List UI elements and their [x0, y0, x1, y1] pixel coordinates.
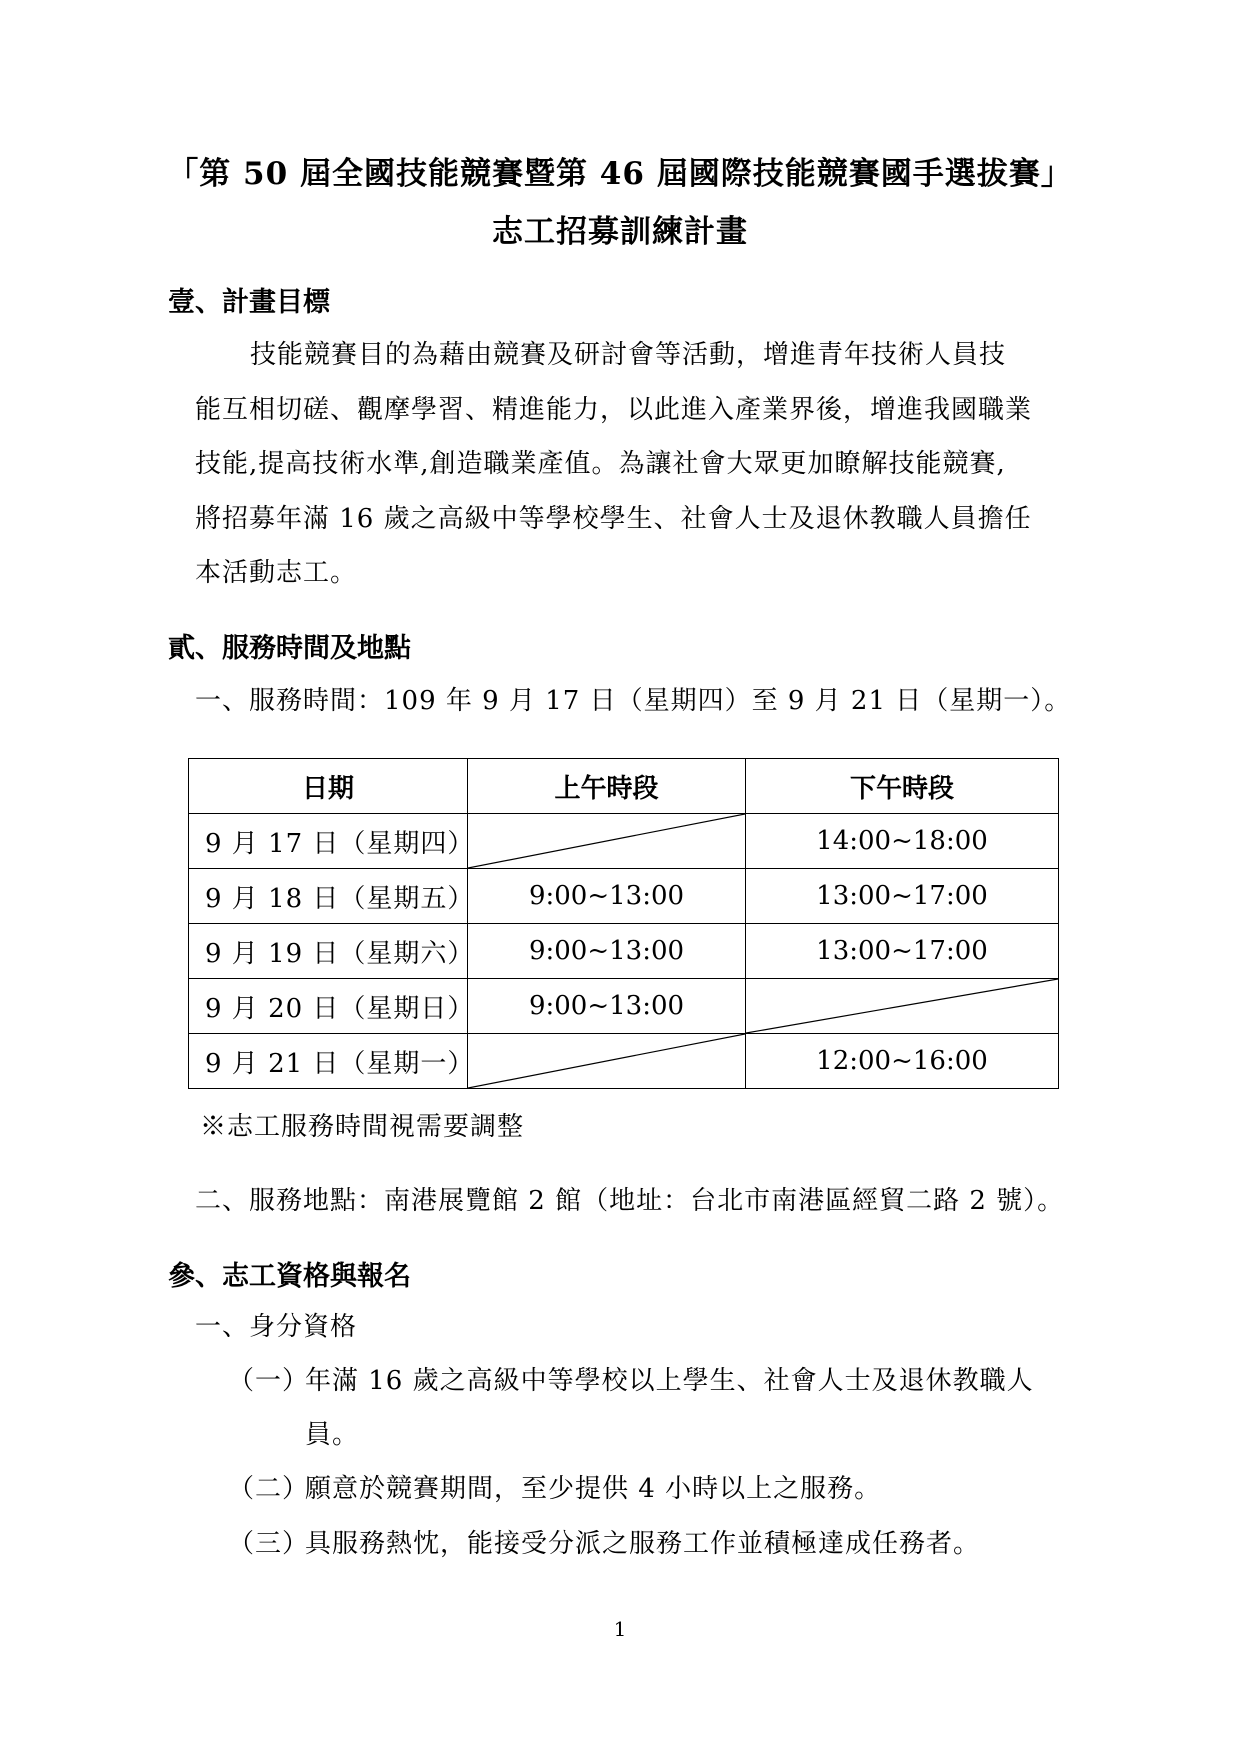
section-heading-goals: 壹、計畫目標	[168, 287, 330, 318]
header-afternoon: 下午時段	[746, 759, 1059, 814]
empty-slot-cell	[468, 814, 746, 869]
section-heading-qualification: 參、志工資格與報名	[168, 1261, 411, 1292]
afternoon-cell: 14:00~18:00	[746, 814, 1059, 869]
qualification-item-label: （三）	[228, 1529, 310, 1559]
morning-cell: 9:00~13:00	[468, 924, 746, 979]
table-row	[189, 869, 1059, 924]
goal-paragraph-line: 將招募年滿 16 歲之高級中等學校學生、社會人士及退休教職人員擔任	[195, 504, 1032, 534]
section-heading-time-place: 貳、服務時間及地點	[168, 633, 411, 664]
qualification-item-text: 願意於競賽期間，至少提供 4 小時以上之服務。	[305, 1474, 882, 1504]
goal-paragraph-line: 技能,提高技術水準,創造職業產值。為讓社會大眾更加瞭解技能競賽,	[195, 449, 1006, 479]
service-time-line: 一、服務時間：109 年 9 月 17 日（星期四）至 9 月 21 日（星期一）。	[195, 686, 1072, 716]
goal-paragraph-line: 技能競賽目的為藉由競賽及研討會等活動，增進青年技術人員技	[250, 340, 1007, 370]
qualification-item-text: 年滿 16 歲之高級中等學校以上學生、社會人士及退休教職人	[305, 1366, 1034, 1396]
afternoon-cell: 13:00~17:00	[746, 869, 1059, 924]
qualification-item-label: （一）	[228, 1366, 310, 1396]
table-row	[189, 1034, 1059, 1089]
afternoon-cell: 13:00~17:00	[746, 924, 1059, 979]
qualification-item-text: 具服務熱忱，能接受分派之服務工作並積極達成任務者。	[305, 1529, 981, 1559]
date-cell: 9 月 18 日（星期五）	[189, 869, 468, 924]
schedule-table	[188, 758, 1059, 1089]
date-cell: 9 月 21 日（星期一）	[189, 1034, 468, 1089]
goal-paragraph-line: 本活動志工。	[195, 558, 358, 588]
goal-paragraph-line: 能互相切磋、觀摩學習、精進能力，以此進入產業界後，增進我國職業	[195, 395, 1033, 425]
service-place-line: 二、服務地點：南港展覽館 2 館（地址：台北市南港區經貿二路 2 號）。	[195, 1186, 1065, 1216]
table-row	[189, 814, 1059, 869]
date-cell: 9 月 20 日（星期日）	[189, 979, 468, 1034]
header-morning: 上午時段	[468, 759, 746, 814]
page-number: 1	[613, 1617, 627, 1641]
schedule-note: ※志工服務時間視需要調整	[200, 1112, 525, 1142]
table-row	[189, 979, 1059, 1034]
date-cell: 9 月 19 日（星期六）	[189, 924, 468, 979]
morning-cell: 9:00~13:00	[468, 869, 746, 924]
morning-cell: 9:00~13:00	[468, 979, 746, 1034]
empty-slot-cell	[468, 1034, 746, 1089]
table-row	[189, 924, 1059, 979]
document-title: 「第 50 屆全國技能競賽暨第 46 屆國際技能競賽國手選拔賽」	[167, 156, 1073, 192]
empty-slot-cell	[746, 979, 1059, 1034]
document-subtitle: 志工招募訓練計畫	[492, 214, 748, 250]
qualification-item-label: （二）	[228, 1474, 310, 1504]
date-cell: 9 月 17 日（星期四）	[189, 814, 468, 869]
qualification-item-text: 員。	[305, 1420, 360, 1450]
identity-subheading: 一、身分資格	[195, 1312, 358, 1342]
table-header-row	[189, 759, 1059, 814]
header-date: 日期	[189, 759, 468, 814]
afternoon-cell: 12:00~16:00	[746, 1034, 1059, 1089]
